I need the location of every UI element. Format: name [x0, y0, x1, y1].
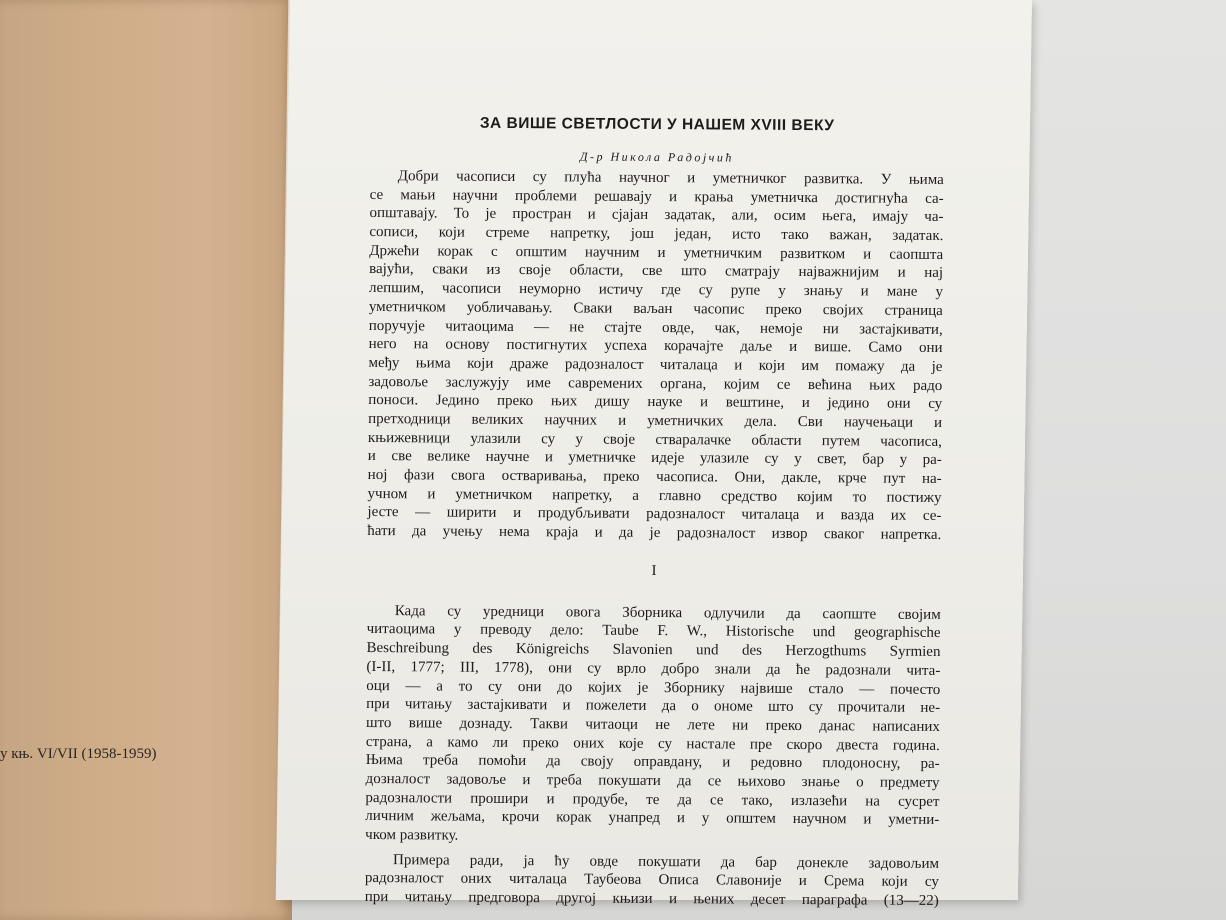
paragraph-3 — [365, 851, 939, 911]
text-line-content: читаоцима у преводу дело: Taube F. W., Historische und geographische — [366, 621, 941, 642]
section-number: I — [651, 562, 657, 579]
text-line-content: страна, а камо ли преко оних које су настале пре скоро двеста година. — [365, 733, 940, 754]
text-line-content: сописи, који стреме напретку, још један, исто тако важан, задатак. — [369, 224, 944, 245]
text-line-content: Добри часописи су плућа научног и уметничког развитка. У њима — [397, 168, 944, 189]
text-line-content: личним жељама, крочи корак унапред и у општем научном и уметни- — [365, 808, 940, 829]
text-line-content: Њима треба помоћи да своју оправдану, и редовно плодоносну, ра- — [365, 752, 940, 773]
text-line-content: што више дознаду. Такви читаоци не лете ни преко данас написаних — [365, 714, 941, 735]
text-line-content: него на основу постигнутих успеха корачајте даље и више. Само они — [368, 336, 943, 357]
text-line-content: вајући, сваки из своје области, све што сматрају најважнијим и нај — [369, 261, 944, 282]
text-line-content: задовоље заслужују име савремених органа, којим се већина њих радо — [368, 373, 943, 394]
text-line-content: општавају. То је простран и сјајан задатак, али, осим њега, имају ча- — [369, 205, 944, 226]
text-line-content: књижевници улазили су у своје стваралачке области путем часописа, — [367, 429, 943, 450]
text-line-content: учном и уметничком напретку, а главно средство којим то постижу — [367, 485, 942, 506]
text-line-content: поручује читаоцима — не стајте овде, чак, немоје ни застајкивати, — [368, 317, 943, 338]
text-line-content: радозналост оних читалаца Таубеова Описа Славоније и Срема који су — [364, 870, 939, 891]
text-line-content: уметничком уобличавању. Сваки ваљан часопис преко својих страница — [368, 298, 943, 319]
text-line-content: при читању застајкивати и пожелети да о ономе што су прочитали не- — [366, 696, 941, 717]
paragraph-2 — [365, 602, 941, 849]
text-line-content: (I-II, 1777; III, 1778), они су врло добро знали да ће радознали чита- — [366, 658, 941, 679]
text-line-content: се мањи научни проблеми решавају и крања уметничка достигнућа са- — [369, 186, 944, 207]
article-title: ЗА ВИШЕ СВЕТЛОСТИ У НАШЕМ XVIII ВЕКУ — [479, 114, 835, 135]
text-line-content: Држећи корак с општим научним и уметничким развитком и саопшта — [369, 242, 944, 263]
text-line-content: радозналости прошири и продубе, те да се тако, излазећи на сусрет — [365, 789, 940, 810]
left-cover-page — [0, 0, 292, 920]
text-line-content: поноси. Једино преко њих дишу науке и вештине, и једино они су — [368, 392, 943, 413]
text-line — [365, 888, 939, 911]
text-line-content: јесте — ширити и продубљивати радозналост читалаца и вазда их се- — [367, 504, 942, 525]
text-line-content: чком развитку. — [365, 826, 459, 844]
cover-footer-text: у књ. VI/VII (1958-1959) — [0, 746, 157, 762]
text-line-content: лепшим, часописи неуморно истичу где су рупе у знању и мане у — [368, 280, 944, 301]
text-line-content: оци — а то су они до којих је Зборнику највише стало — почесто — [366, 677, 941, 698]
text-line-content: ћати да учењу нема краја и да је радозналост извор сваког напретка. — [367, 523, 942, 544]
paragraph-1 — [367, 167, 944, 545]
text-line-content: претходници великих научних и уметничких дела. Сви научењаци и — [368, 410, 943, 431]
article-author: Д-р Никола Радојчић — [579, 149, 734, 165]
text-line-content: и све велике научне и уметничке идеје улазиле су у свет, бар у ра- — [367, 448, 942, 469]
text-line-content: међу њима који драже радозналост читалаца и који им помажу да је — [368, 354, 943, 375]
article-body — [365, 112, 945, 911]
text-line-content: Beschreibung des Königreichs Slavonien und des Herzogthums Syrmien — [366, 640, 941, 661]
text-line-content: Примера ради, ја ћу овде покушати да бар донекле задовољим — [392, 851, 940, 872]
text-line — [367, 522, 941, 545]
text-line-content: ној фази свога остваривања, преко часописа. Они, дакле, крче пут на- — [367, 466, 942, 487]
text-line-content: Када су уредници овога Зборника одлучили да саопште својим — [394, 602, 941, 623]
text-line-content: дозналост задовоље и треба покушати да се њихово знање о предмету — [365, 770, 940, 791]
document-page — [276, 0, 1032, 910]
text-line-content: при читању предговора другој књизи и њених десет параграфа (13—22) — [364, 889, 939, 910]
